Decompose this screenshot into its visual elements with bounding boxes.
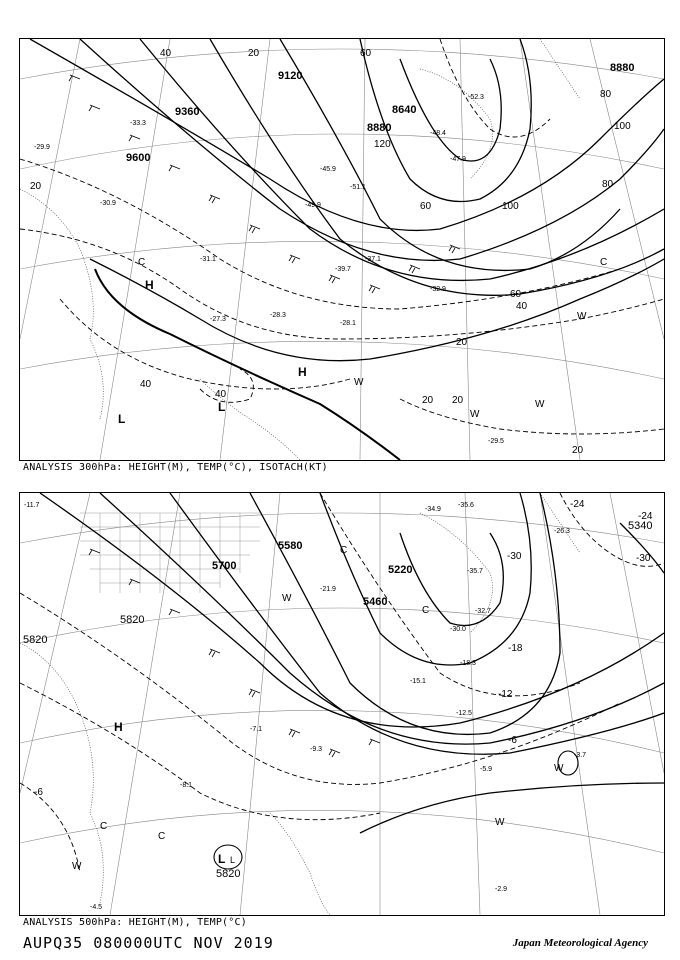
temp-value: -15.1 xyxy=(410,678,426,685)
map-500hpa xyxy=(20,493,664,915)
height-contours xyxy=(40,493,664,833)
system-labels xyxy=(72,545,564,872)
temp-value: -8.1 xyxy=(180,782,193,789)
temp-value: -32.7 xyxy=(475,608,491,615)
low-label: L xyxy=(118,412,126,426)
temp-value: -12.5 xyxy=(456,710,472,717)
temp-value: -45.9 xyxy=(320,166,336,173)
height-label: 5820 xyxy=(23,634,48,646)
warm-label: W xyxy=(72,861,82,872)
agency-name: Japan Meteorological Agency xyxy=(512,937,648,949)
temp-value: -28.3 xyxy=(270,312,286,319)
height-label: 5820 xyxy=(120,614,145,626)
temp-value: -37.1 xyxy=(365,256,381,263)
height-labels xyxy=(23,520,652,880)
cold-label: C xyxy=(158,831,166,842)
isotach-label: 60 xyxy=(420,201,432,212)
temp-value: -27.3 xyxy=(210,316,226,323)
low-label: L xyxy=(218,852,226,866)
height-label: 9600 xyxy=(126,152,151,164)
warm-label: W xyxy=(535,399,545,410)
warm-label: W xyxy=(495,817,505,828)
isotherm-label: -18 xyxy=(508,643,523,654)
height-label: 5820 xyxy=(216,868,241,880)
height-label: 5700 xyxy=(212,560,237,572)
temp-value: -11.7 xyxy=(24,502,40,509)
isotach-label: 40 xyxy=(160,48,172,59)
bulletin-header: AUPQ35 080000UTC NOV 2019 xyxy=(23,934,274,952)
temp-value: -2.9 xyxy=(495,886,508,893)
temp-value: -26.3 xyxy=(554,528,570,535)
temp-value: -29.5 xyxy=(488,438,504,445)
warm-label: W xyxy=(354,377,364,388)
isotach-labels xyxy=(30,48,631,456)
isotachs xyxy=(20,39,664,434)
isotach-label: 20 xyxy=(422,395,434,406)
temp-value: -31.1 xyxy=(200,256,216,263)
temp-value: -5.9 xyxy=(480,766,493,773)
low-label: L xyxy=(230,855,236,865)
height-label: 5340 xyxy=(628,520,653,532)
warm-label: W xyxy=(282,593,292,604)
jet-axis xyxy=(95,269,400,460)
height-label: 8640 xyxy=(392,104,417,116)
high-label: H xyxy=(145,278,154,292)
system-labels xyxy=(118,257,607,426)
temp-value: -33.3 xyxy=(130,120,146,127)
temp-value: -39.7 xyxy=(335,266,351,273)
temp-value: -28.1 xyxy=(340,320,356,327)
temp-value: -47.9 xyxy=(450,156,466,163)
chart-caption-300hpa: ANALYSIS 300hPa: HEIGHT(M), TEMP(°C), ISOTACH(KT) xyxy=(23,462,328,473)
cold-label: C xyxy=(138,257,146,268)
temp-value: -9.3 xyxy=(310,746,323,753)
chart-500hpa xyxy=(19,492,665,916)
height-label: 8880 xyxy=(367,122,392,134)
temp-value: -35.6 xyxy=(458,502,474,509)
temp-value: -48.4 xyxy=(430,130,446,137)
temp-value: -30.9 xyxy=(100,200,116,207)
graticule xyxy=(20,493,664,915)
cold-label: C xyxy=(600,257,608,268)
high-label: H xyxy=(298,365,307,379)
temp-value: -30.0 xyxy=(450,626,466,633)
temp-value: -18.3 xyxy=(460,660,476,667)
isotach-label: 80 xyxy=(602,179,614,190)
temp-value: -3.7 xyxy=(574,752,587,759)
temp-value: -49.9 xyxy=(305,202,321,209)
chart-300hpa xyxy=(19,38,665,461)
temp-labels xyxy=(34,94,504,445)
cold-label: C xyxy=(422,605,430,616)
warm-label: W xyxy=(577,311,587,322)
isotach-label: 40 xyxy=(140,379,152,390)
isotach-label: 80 xyxy=(600,89,612,100)
height-label: 5580 xyxy=(278,540,303,552)
temp-value: -35.7 xyxy=(467,568,483,575)
chart-caption-500hpa: ANALYSIS 500hPa: HEIGHT(M), TEMP(°C) xyxy=(23,917,247,928)
temp-value: -29.9 xyxy=(34,144,50,151)
isotherm-label: -6 xyxy=(34,787,43,798)
temp-value: -52.3 xyxy=(468,94,484,101)
cold-label: C xyxy=(100,821,108,832)
isotherm-label: -30 xyxy=(507,551,522,562)
coastline xyxy=(20,39,580,460)
isotherm-label: -24 xyxy=(570,499,585,510)
isotach-label: 40 xyxy=(516,301,528,312)
isotach-label: 60 xyxy=(360,48,372,59)
height-label: 5220 xyxy=(388,564,413,576)
height-label: 9120 xyxy=(278,70,303,82)
warm-label: W xyxy=(470,409,480,420)
temp-value: -34.9 xyxy=(425,506,441,513)
isotach-label: 100 xyxy=(614,121,631,132)
isotherm-label: -6 xyxy=(508,735,517,746)
high-label: H xyxy=(114,720,123,734)
warm-label: W xyxy=(554,763,564,774)
isotach-label: 120 xyxy=(374,139,391,150)
isotherm-label: -30 xyxy=(636,553,651,564)
temp-value: -32.9 xyxy=(430,286,446,293)
height-label: 5460 xyxy=(363,596,388,608)
isotherm-label: -12 xyxy=(498,689,513,700)
isotach-label: 20 xyxy=(30,181,42,192)
temp-value: -51.1 xyxy=(350,184,366,191)
isotach-label: 20 xyxy=(572,445,584,456)
isotach-label: 100 xyxy=(502,201,519,212)
temp-value: -4.5 xyxy=(90,904,103,911)
isotherm-label: -24 xyxy=(638,511,653,522)
cold-label: C xyxy=(340,545,348,556)
low-label: L xyxy=(218,400,226,414)
isotach-label: 20 xyxy=(248,48,260,59)
height-label: 8880 xyxy=(610,62,635,74)
height-contours xyxy=(30,39,664,361)
isotach-label: 20 xyxy=(456,337,468,348)
isotach-label: 60 xyxy=(510,289,522,300)
isotach-label: 20 xyxy=(452,395,464,406)
coastline xyxy=(20,493,580,915)
map-300hpa xyxy=(20,39,664,460)
isotach-label: 40 xyxy=(215,389,227,400)
temp-value: -21.9 xyxy=(320,586,336,593)
height-label: 9360 xyxy=(175,106,200,118)
temp-value: -7.1 xyxy=(250,726,263,733)
